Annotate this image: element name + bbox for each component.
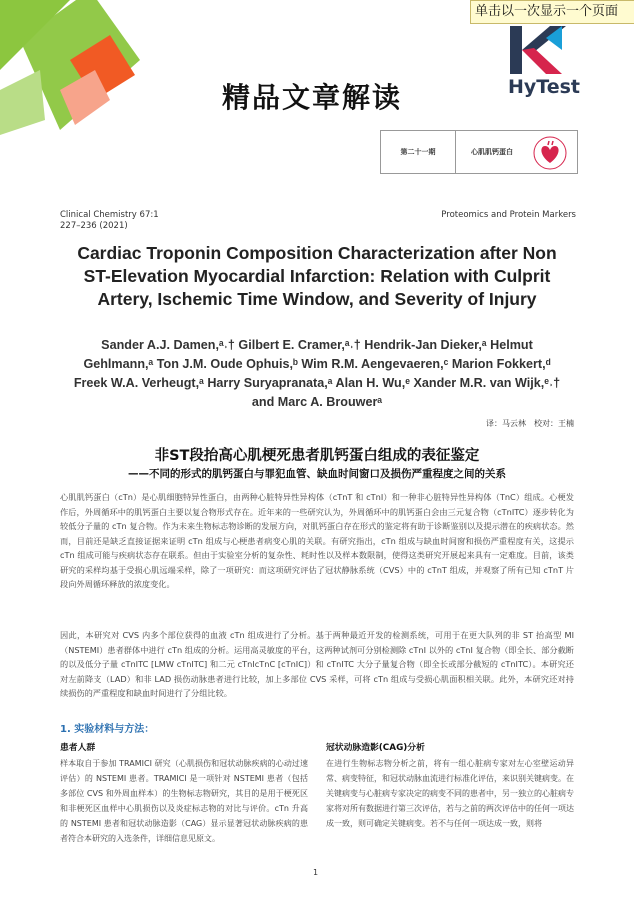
article-authors: Sander A.J. Damen,ᵃ˒† Gilbert E. Cramer,ᵃ˒† Hendrik-Jan Dieker,ᵃ Helmut Gehlmann,ᵃ Ton J.M. Oude Ophuis,ᵇ Wim R.M. Aengevaeren,ᶜ Marion Fokkert,ᵈ Freek W.A. Verheugt,ᵃ Harry Suryapranata,ᵃ Alan H. Wu,ᵉ Xander M.R. van Wijk,ᵉ˒† and Marc A. Brouwerᵃ: [73, 338, 561, 409]
methods-heading: 1. 实验材料与方法：: [60, 724, 155, 735]
category-label: 心肌肌钙蛋白: [471, 148, 513, 156]
issue-tag-box: [380, 130, 578, 174]
page-heading: 精品文章解读: [222, 81, 403, 114]
translator-credit: 译：马云林 校对：王楠: [486, 419, 574, 428]
brand-name: HyTest: [508, 76, 581, 98]
heart-icon: [533, 136, 567, 170]
journal-section: Proteomics and Protein Markers: [441, 210, 576, 220]
page-view-tooltip: 单击以一次显示一个页面: [470, 0, 634, 24]
decorative-corner-shapes: [0, 0, 160, 140]
page-number: 1: [313, 868, 319, 877]
cag-text: 在进行生物标志物分析之前，将有一组心脏病专家对左心室壁运动异常、病变特征，和冠状动脉血流进行标准化评估，来识别关键病变。在关键病变与心脏病专家决定的病变不同的患者中，另一独立的心脏病专家将对所有数据进行第三次评估，若与之前的两次评估中的任何一项达成一致，则可确定关键病变。若不与任何一项达成一致，则将: [326, 759, 574, 828]
intro-paragraph-2: 因此，本研究对 CVS 内多个部位获得的血液 cTn 组成进行了分析。基于两种最近开发的检测系统，可用于在更大队列的非 ST 抬高型 MI（NSTEMI）患者群体中进行 cTn 组成的分析。运用高灵敏度的平台，这两种试剂可分别检测除 cTnI 以外的 cTnI 复合物（即全长、部分截断的以及低分子量 cTnITC [LMW cTnITC] 和二元 cTnIcTnC [cTnIC]）和 cTnITC 大分子量复合物（即全长或部分截短的 cTnITC）。本研究还对左前降支（LAD）和非 LAD 损伤动脉患者进行比较，加上多部位 CVS 采样，可将 cTn 组成与受损心肌面积相关联。此外，本研究还对持续损伤的严重程度和缺血时间进行了分组比较。: [60, 630, 574, 698]
chinese-subtitle: ——不同的形式的肌钙蛋白与罪犯血管、缺血时间窗口及损伤严重程度之间的关系: [128, 468, 506, 480]
patients-subheading: 患者人群: [60, 743, 96, 753]
chinese-title: 非ST段抬高心肌梗死患者肌钙蛋白组成的表征鉴定: [154, 448, 480, 464]
journal-name: Clinical Chemistry 67:1: [60, 210, 159, 220]
intro-paragraph-1: 心肌肌钙蛋白（cTn）是心肌细胞特异性蛋白，由两种心脏特异性异构体（cTnT 和 cTnI）和一种非心脏特异性异构体（TnC）组成。心梗发作后，外周循环中的肌钙蛋白主要以复合物形式存在。近年来的一些研究认为，外周循环中的肌钙蛋白会由三元复合物（cTnITC）逐步转化为较低分子量的 cTn 复合物。作为未来生物标志物诊断的发展方向，对肌钙蛋白存在形式的鉴定将有助于诊断鉴别以及提示潜在的疾病状态。然而，目前还是缺乏直接证据来证明 cTn 组成与心梗患者病变心肌的关联。有研究指出，cTn 组成与缺血时间窗和损伤严重程度有关，这提示 cTn 组成可能与疾病状态存在联系。但由于实验室分析的复杂性、耗时性以及样本数限制，使得这类研究开展起来具有一定难度。目前，该类研究的采样均基于受损心肌远端采样，除了一项研究：而这项研究评估了冠状静脉系统（CVS）中的 cTnT 组成，并观察了所有已知 cTnT 片段向外周循环释放的浓度变化。: [60, 492, 574, 589]
issue-number: 第二十一期: [381, 131, 456, 173]
journal-pages: 227–236 (2021): [60, 221, 128, 231]
patients-text: 样本取自于参加 TRAMICI 研究（心肌损伤和冠状动脉疾病的心动过速评估）的 NSTEMI 患者。TRAMICI 是一项针对 NSTEMI 患者（包括多部位 CVS 和外周血样本）的生物标志物研究，其目的是用于梗死区和非梗死区血样中心肌损伤以及炎症标志物的对比与评价。cTn 升高的 NSTEMI 患者和冠状动脉造影（CAG）显示显著冠状动脉疾病的患者符合本研究的入选条件，详细信息见原文。: [60, 759, 308, 843]
cag-subheading: 冠状动脉造影(CAG)分析: [326, 743, 425, 753]
journal-citation: [60, 210, 159, 232]
article-title: Cardiac Troponin Composition Characterization after Non ST-Elevation Myocardial Infarction: Relation with Culprit Artery, Ischemic Time Window, and Severity of Injury: [77, 243, 557, 309]
